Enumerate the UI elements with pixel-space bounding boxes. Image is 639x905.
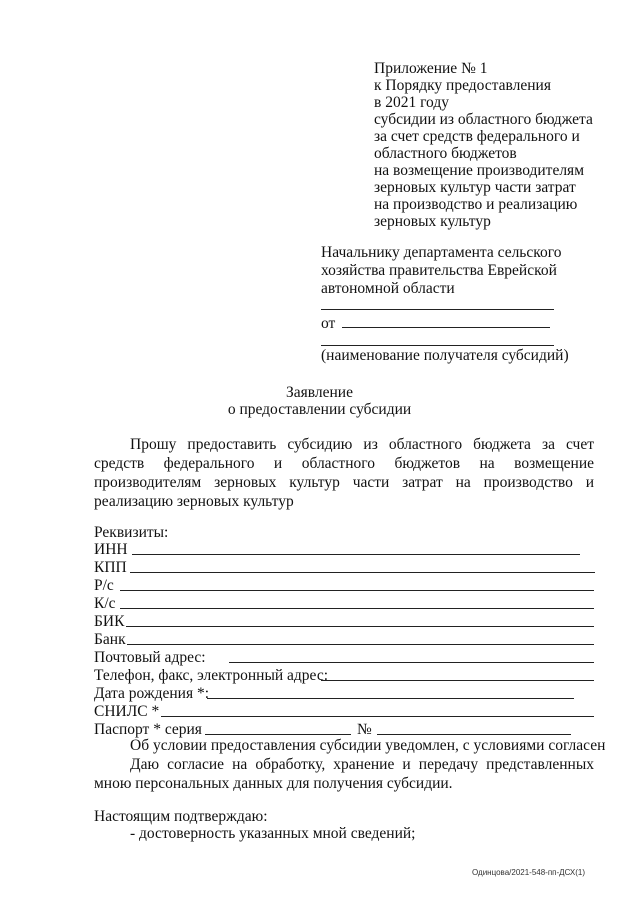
snils-label: СНИЛС *	[94, 703, 160, 720]
recipient-caption: (наименование получателя субсидий)	[321, 347, 569, 364]
contacts-label: Телефон, факс, электронный адрес:	[94, 667, 329, 684]
addressee-line-3: автономной области	[321, 280, 455, 297]
addressee-line-2: хозяйства правительства Еврейской	[321, 262, 557, 279]
appendix-line-1: Приложение № 1	[374, 60, 488, 77]
postal-field[interactable]	[229, 662, 594, 663]
requisites-heading: Реквизиты:	[94, 524, 169, 541]
request-paragraph: Прошу предоставить субсидию из областного бюджета за счет средств федерального и областного бюджетов на возмещение производителям зерновых культур части затрат на производство и реализацию зерновых культур	[94, 436, 594, 510]
appendix-line-2: к Порядку предоставления	[374, 77, 551, 94]
rs-label: Р/с	[94, 577, 114, 594]
doc-title: Заявление	[286, 384, 353, 401]
from-blank-line[interactable]	[342, 327, 550, 328]
confirm-heading: Настоящим подтверждаю:	[94, 808, 268, 825]
kpp-field[interactable]	[130, 572, 595, 573]
appendix-line-7: на возмещение производителям	[374, 162, 584, 179]
appendix-line-10: зерновых культур	[374, 213, 491, 230]
bank-label: Банк	[94, 631, 126, 648]
conditions-text: Об условии предоставления субсидии уведомлен, с условиями согласен	[130, 737, 606, 754]
birth-field[interactable]	[207, 698, 574, 699]
bik-label: БИК	[94, 613, 125, 630]
snils-field[interactable]	[161, 716, 594, 717]
contacts-field[interactable]	[321, 680, 594, 681]
addressee-blank-line[interactable]	[321, 309, 554, 310]
bank-field[interactable]	[127, 644, 594, 645]
ks-label: К/с	[94, 595, 116, 612]
appendix-line-4: субсидии из областного бюджета	[374, 111, 593, 128]
birth-label: Дата рождения *:	[94, 685, 210, 702]
confirm-item-1: - достоверность указанных мной сведений;	[130, 825, 416, 842]
passport-number-label: №	[357, 721, 372, 738]
rs-field[interactable]	[120, 590, 594, 591]
inn-field[interactable]	[132, 554, 580, 555]
addressee-line-1: Начальнику департамента сельского	[321, 244, 562, 261]
kpp-label: КПП	[94, 559, 127, 576]
inn-label: ИНН	[94, 541, 128, 558]
appendix-line-3: в 2021 году	[374, 94, 449, 111]
appendix-line-8: зерновых культур части затрат	[374, 179, 576, 196]
personal-data-consent: Даю согласие на обработку, хранение и передачу представленных мною персональных данных для получения субсидии.	[94, 756, 594, 792]
bik-field[interactable]	[126, 626, 594, 627]
postal-label: Почтовый адрес:	[94, 649, 206, 666]
passport-series-label: Паспорт * серия	[94, 721, 202, 738]
passport-series-field[interactable]	[205, 734, 351, 735]
passport-number-field[interactable]	[377, 734, 571, 735]
doc-subtitle: о предоставлении субсидии	[227, 401, 412, 418]
recipient-blank-line[interactable]	[321, 345, 554, 346]
from-label: от	[321, 315, 336, 332]
footer-code: Одинцова/2021-548-пп-ДСХ(1)	[472, 868, 586, 877]
ks-field[interactable]	[120, 608, 594, 609]
appendix-line-6: областного бюджетов	[374, 145, 517, 162]
appendix-line-9: на производство и реализацию	[374, 196, 578, 213]
appendix-line-5: за счет средств федерального и	[374, 128, 580, 145]
